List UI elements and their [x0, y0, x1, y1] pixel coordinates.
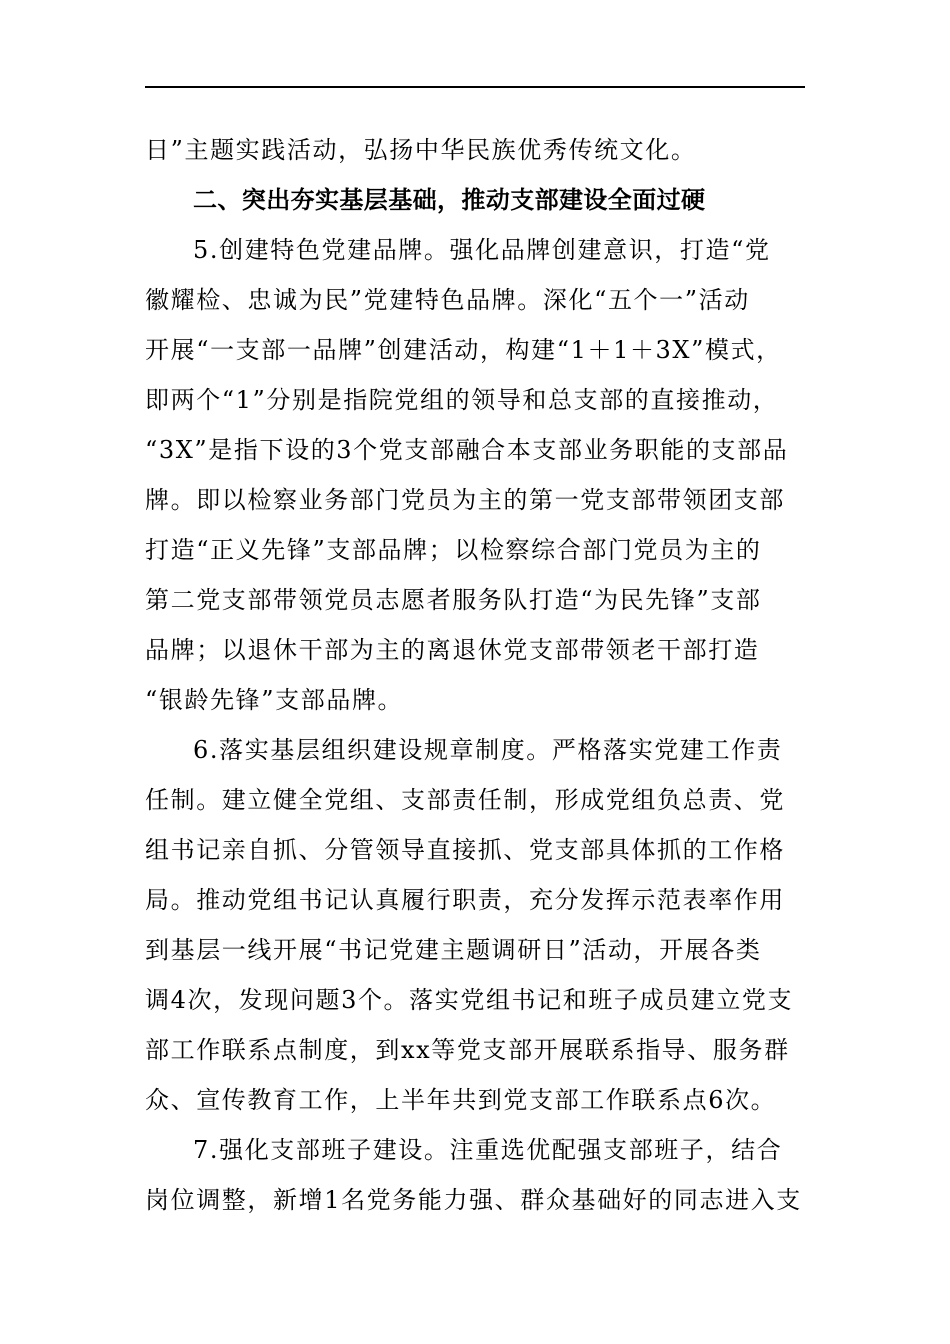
text-line: 7.强化支部班子建设。注重选优配强支部班子，结合	[193, 1136, 783, 1164]
text-line: 品牌；以退休干部为主的离退休党支部带领老干部打造	[145, 636, 760, 664]
text-line: 牌。即以检察业务部门党员为主的第一党支部带领团支部	[145, 486, 785, 514]
text-line: 打造“正义先锋”支部品牌；以检察综合部门党员为主的	[145, 536, 762, 564]
text-line: 部工作联系点制度，到xx等党支部开展联系指导、服务群	[145, 1036, 790, 1064]
text-line: 5.创建特色党建品牌。强化品牌创建意识，打造“党	[193, 236, 771, 264]
section-heading: 二、突出夯实基层基础，推动支部建设全面过硬	[193, 186, 706, 214]
text-line: 任制。建立健全党组、支部责任制，形成党组负总责、党	[145, 786, 785, 814]
text-line: “银龄先锋”支部品牌。	[145, 686, 404, 714]
text-line: 局。推动党组书记认真履行职责，充分发挥示范表率作用	[145, 886, 785, 914]
text-line: 6.落实基层组织建设规章制度。严格落实党建工作责	[193, 736, 783, 764]
text-line: 到基层一线开展“书记党建主题调研日”活动，开展各类	[145, 936, 762, 964]
text-line: 众、宣传教育工作，上半年共到党支部工作联系点6次。	[145, 1086, 777, 1114]
text-line: 日”主题实践活动，弘扬中华民族优秀传统文化。	[145, 136, 697, 164]
text-line: 组书记亲自抓、分管领导直接抓、党支部具体抓的工作格	[145, 836, 785, 864]
text-line: 第二党支部带领党员志愿者服务队打造“为民先锋”支部	[145, 586, 762, 614]
text-line: “3X”是指下设的3个党支部融合本支部业务职能的支部品	[145, 436, 789, 464]
text-line: 岗位调整，新增1名党务能力强、群众基础好的同志进入支	[145, 1186, 802, 1214]
text-line: 开展“一支部一品牌”创建活动，构建“1＋1＋3X”模式，	[145, 336, 782, 364]
text-line: 徽耀检、忠诚为民”党建特色品牌。深化“五个一”活动	[145, 286, 750, 314]
text-line: 即两个“1”分别是指院党组的领导和总支部的直接推动，	[145, 386, 779, 414]
text-line: 调4次，发现问题3个。落实党组书记和班子成员建立党支	[145, 986, 794, 1014]
header-rule	[145, 86, 805, 88]
